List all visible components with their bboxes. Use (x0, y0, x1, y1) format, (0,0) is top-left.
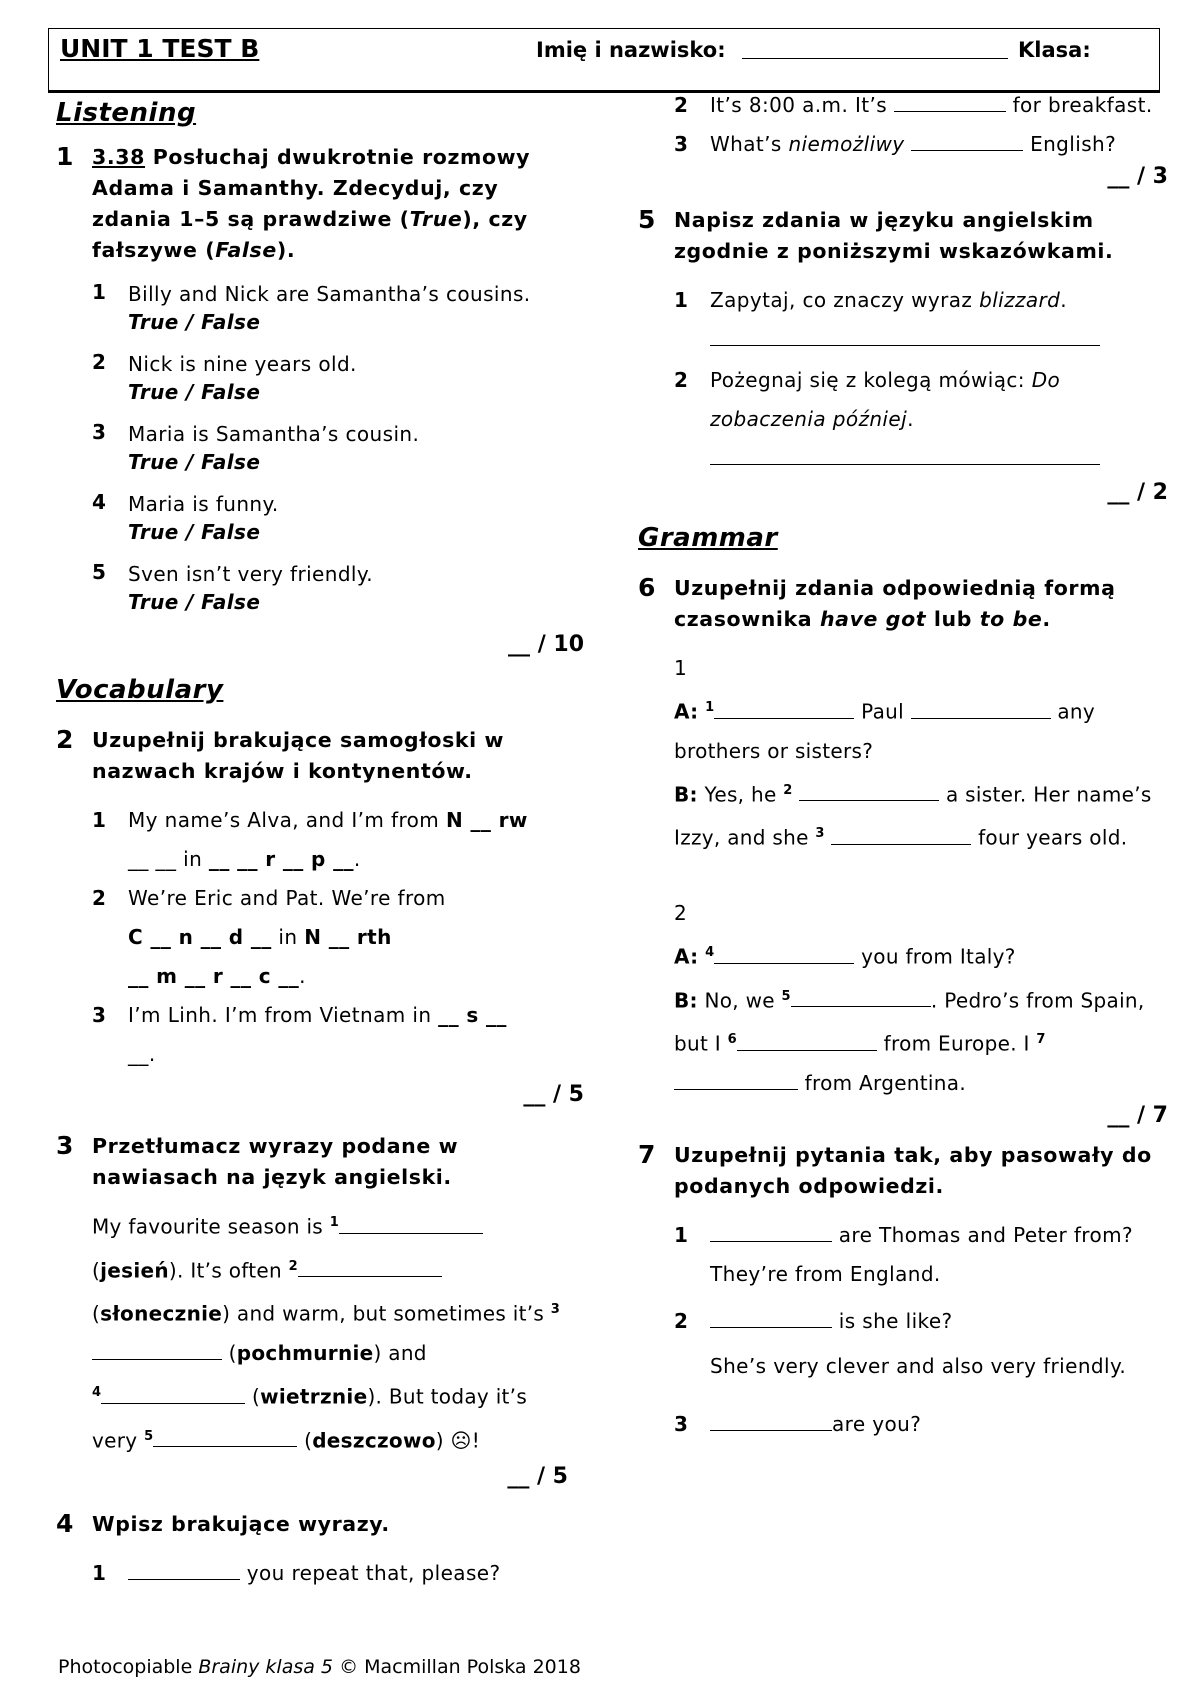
answer-line[interactable] (710, 446, 1100, 465)
list-item: 2 We’re Eric and Pat. We’re from C __ n __ d __ in N __ rth __ m __ r __ c __. (92, 886, 446, 988)
task-number: 1 (56, 142, 74, 171)
answer-blank[interactable] (153, 1428, 297, 1447)
true-false-choice[interactable]: True / False (128, 310, 261, 334)
class-label: Klasa: (1018, 38, 1091, 62)
task-4: 4 Wpisz brakujące wyrazy. (56, 1509, 390, 1539)
list-item: 3 Maria is Samantha’s cousin. True / False (92, 420, 420, 474)
task-3: 3 Przetłumacz wyrazy podane w nawiasach na język angielski. (56, 1131, 576, 1193)
task-instruction: Uzupełnij zdania odpowiednią formą czasownika have got lub to be. (674, 576, 1116, 631)
name-field[interactable] (742, 58, 1008, 59)
answer-blank[interactable] (894, 93, 1006, 112)
task-4-items-continued (674, 86, 1168, 164)
list-item: 2 Pożegnaj się z kolegą mówiąc: Do zobaczenia później. (674, 361, 1168, 478)
list-item: 1 Zapytaj, co znaczy wyraz blizzard. (674, 281, 1168, 359)
task-instruction: Napisz zdania w języku angielskim zgodnie z poniższymi wskazówkami. (674, 208, 1114, 263)
task-instruction: Uzupełnij pytania tak, aby pasowały do podanych odpowiedzi. (674, 1142, 1152, 1198)
class-field[interactable] (58, 91, 124, 92)
answer-blank[interactable] (128, 1561, 240, 1580)
answer-blank[interactable] (710, 1412, 832, 1431)
task-instruction: Uzupełnij brakujące samogłoski w nazwach krajów i kontynentów. (92, 728, 505, 783)
task-3-paragraph: My favourite season is $^1$ (jesień). It’s often $^2$ (słonecznie) and warm, but sometimes it’s $^3$ (pochmurnie) and $^4$ (wietrznie). But today it’s very $^5$ (deszczowo) ☹! (92, 1214, 561, 1453)
dialogue-1: 1 A: $^1$ Paul any brothers or sisters? B: Yes, he $^2$ a sister. Her name’s Izzy, and she $^3$ four years old. (674, 656, 1152, 850)
answer-blank[interactable] (911, 700, 1051, 719)
true-false-choice[interactable]: True / False (128, 450, 261, 474)
answer-blank[interactable] (710, 1309, 832, 1328)
right-column (638, 94, 1168, 1444)
task-1 (56, 142, 576, 266)
answer-blank[interactable] (710, 1223, 832, 1242)
true-false-choice[interactable]: True / False (128, 380, 261, 404)
answer-blank[interactable] (911, 132, 1023, 151)
true-false-choice[interactable]: True / False (128, 520, 261, 544)
score-task-5: __ / 2 (1107, 480, 1168, 505)
dialogue-2: 2 A: $^4$ you from Italy? B: No, we $^5$ . Pedro’s from Spain, but I $^6$ from Europe. I $^7$ from Argentina. (674, 900, 1145, 1095)
list-item: 5 Sven isn’t very friendly. True / False (92, 560, 374, 614)
task-instruction: 3.38 Posłuchaj dwukrotnie rozmowy Adama i Samanthy. Zdecyduj, czy zdania 1–5 są prawdziwe (True), czy fałszywe (False). (92, 145, 531, 262)
task-2: 2 Uzupełnij brakujące samogłoski w nazwach krajów i kontynentów. (56, 725, 576, 787)
answer-blank[interactable] (298, 1258, 442, 1277)
answer-blank[interactable] (714, 945, 854, 964)
score-task-4: __ / 3 (1107, 164, 1168, 189)
score-task-1: __ / 10 (508, 632, 584, 657)
list-item: 1 you repeat that, please? (92, 1561, 501, 1586)
answer-blank[interactable] (92, 1341, 222, 1360)
list-item: 3 What’s niemożliwy English? (674, 132, 1117, 156)
answer-blank[interactable] (831, 826, 971, 845)
task-instruction: Wpisz brakujące wyrazy. (92, 1512, 390, 1537)
score-task-2: __ / 5 (523, 1082, 584, 1107)
list-item: 1 are Thomas and Peter from? They’re from England. (674, 1222, 1134, 1286)
list-item: 4 Maria is funny. True / False (92, 490, 279, 544)
task-7: 7 Uzupełnij pytania tak, aby pasowały do podanych odpowiedzi. (638, 1140, 1168, 1202)
list-item: 2 It’s 8:00 a.m. It’s for breakfast. (674, 93, 1153, 117)
vocabulary-heading: Vocabulary (56, 675, 224, 705)
list-item: 1 My name’s Alva, and I’m from N __ rw __ __ in __ __ r __ p __. (92, 808, 528, 871)
answer-blank[interactable] (339, 1215, 483, 1234)
task-2-items (92, 801, 576, 1074)
task-instruction: Przetłumacz wyrazy podane w nawiasach na język angielski. (92, 1134, 459, 1189)
task-7-items (674, 1216, 1168, 1444)
listening-heading: Listening (56, 98, 197, 128)
list-item: 1 Billy and Nick are Samantha’s cousins. True / False (92, 280, 531, 334)
task-5-items (674, 281, 1168, 478)
answer-blank[interactable] (799, 782, 939, 801)
track-number: 3.38 (92, 145, 145, 169)
answer-blank[interactable] (101, 1385, 245, 1404)
list-item: 2 Nick is nine years old. True / False (92, 350, 357, 404)
task-5: 5 Napisz zdania w języku angielskim zgodnie z poniższymi wskazówkami. (638, 205, 1168, 267)
score-task-3: __ / 5 (507, 1464, 568, 1490)
list-item: 2 is she like? She’s very clever and also very friendly. (674, 1308, 1127, 1378)
name-label: Imię i nazwisko: (536, 38, 726, 62)
answer-line[interactable] (710, 327, 1100, 346)
list-item: 3 are you? (674, 1411, 922, 1436)
list-item: 3 I’m Linh. I’m from Vietnam in __ s __ __. (92, 1003, 507, 1066)
true-false-choice[interactable]: True / False (128, 590, 261, 614)
footer: Photocopiable Brainy klasa 5 © Macmillan Polska 2018 (58, 1656, 581, 1678)
task-1-items (92, 280, 576, 616)
score-task-6: __ / 7 (1107, 1102, 1168, 1128)
answer-blank[interactable] (737, 1032, 877, 1051)
task-4-items (92, 1554, 576, 1593)
answer-blank[interactable] (714, 700, 854, 719)
task-6: 6 Uzupełnij zdania odpowiednią formą czasownika have got lub to be. (638, 573, 1168, 635)
grammar-heading: Grammar (638, 523, 778, 553)
left-column (56, 94, 584, 1593)
answer-blank[interactable] (791, 988, 931, 1007)
test-title: UNIT 1 TEST B (60, 34, 260, 63)
answer-blank[interactable] (674, 1071, 798, 1090)
